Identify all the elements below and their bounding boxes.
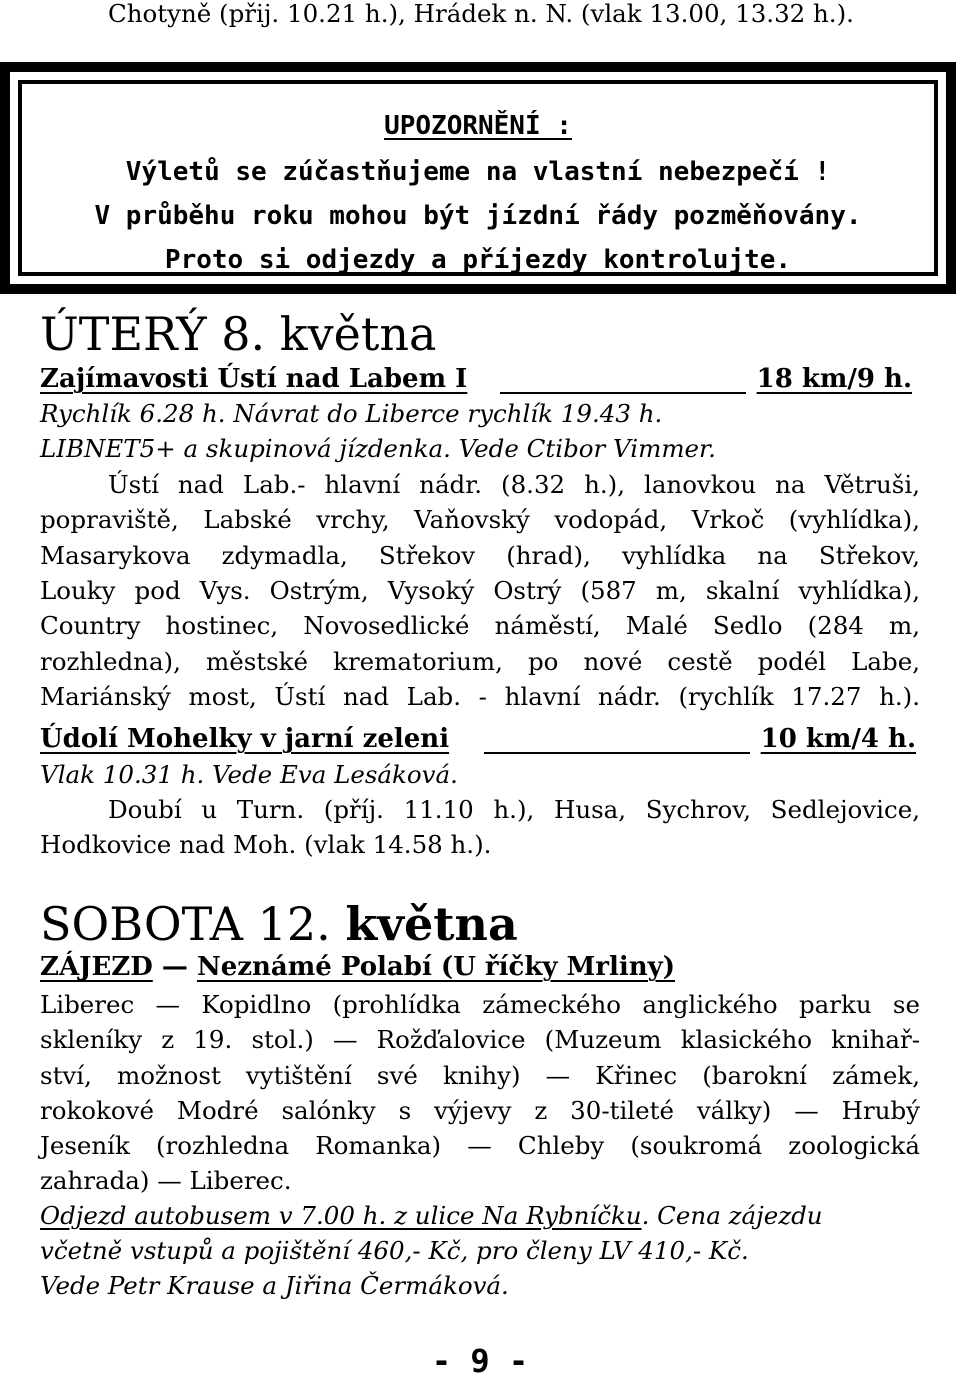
excursion-route-2: skleníky z 19. stol.) — Rožďalovice (Muzeum klasického knihař- — [40, 1025, 920, 1054]
trip1-route-6: rozhledna), městské krematorium, po nové cestě podél Labe, — [40, 647, 920, 676]
trip2-route-1: Doubí u Turn. (příj. 11.10 h.), Husa, Sychrov, Sedlejovice, — [108, 795, 920, 824]
excursion-route-3: ství, možnost vytištění své knihy) — Křinec (barokní zámek, — [40, 1061, 920, 1090]
day1-title: ÚTERÝ 8. května — [40, 307, 437, 361]
trip1-info-2: LIBNET5+ a skupinová jízdenka. Vede Ctibor Vimmer. — [40, 434, 716, 463]
excursion-dash: — — [161, 952, 188, 982]
trip2-info-1: Vlak 10.31 h. Vede Eva Lesáková. — [40, 760, 458, 789]
trip1-route-7: Mariánský most, Ústí nad Lab. - hlavní nádr. (rychlík 17.27 h.). — [40, 682, 920, 711]
page-number: - 9 - — [431, 1342, 529, 1380]
excursion-route-6: zahrada) — Liberec. — [40, 1166, 292, 1195]
notice-line-1: Výletů se zúčastňujeme na vlastní nebezpečí ! — [125, 157, 831, 187]
trip1-name: Zajímavosti Ústí nad Labem I — [40, 364, 468, 394]
departure-link: Odjezd autobusem v 7.00 h. z ulice Na Rybníčku — [40, 1201, 642, 1230]
excursion-header — [40, 950, 675, 984]
trip1-info-1: Rychlík 6.28 h. Návrat do Liberce rychlík 19.43 h. — [40, 399, 663, 428]
trip1-route-1: Ústí nad Lab.- hlavní nádr. (8.32 h.), lanovkou na Větruši, — [108, 470, 920, 499]
excursion-name: Neznámé Polabí (U říčky Mrliny) — [196, 952, 676, 982]
notice-line-3: Proto si odjezdy a příjezdy kontrolujte. — [164, 245, 792, 275]
excursion-route-5: Jeseník (rozhledna Romanka) — Chleby (soukromá zoologická — [40, 1131, 920, 1160]
price-line: včetně vstupů a pojištění 460,- Kč, pro členy LV 410,- Kč. — [40, 1236, 749, 1265]
trip1-route-4: Louky pod Vys. Ostrým, Vysoký Ostrý (587 m, skalní vyhlídka), — [40, 576, 920, 605]
trip1-route-2: popraviště, Labské vrchy, Vaňovský vodopád, Vrkoč (vyhlídka), — [40, 505, 920, 534]
notice-line-2: V průběhu roku mohou být jízdní řády pozměňovány. — [94, 201, 862, 231]
excursion-route-4: rokokové Modré salónky s výjevy z 30-tileté války) — Hrubý — [40, 1096, 920, 1125]
day2-title: SOBOTA 12. května — [40, 897, 518, 951]
excursion-label: ZÁJEZD — [40, 952, 153, 982]
trip2-name: Údolí Mohelky v jarní zeleni — [40, 724, 450, 754]
trip1-header-rule — [500, 392, 746, 394]
trip1-route-3: Masarykova zdymadla, Střekov (hrad), vyhlídka na Střekov, — [40, 541, 920, 570]
trip2-distance: 10 km/4 h. — [760, 724, 916, 754]
trip2-header-rule — [484, 752, 750, 754]
trip2-route-2: Hodkovice nad Moh. (vlak 14.58 h.). — [40, 830, 492, 859]
notice-title: UPOZORNĚNÍ : — [384, 111, 572, 141]
top-line: Chotyně (přij. 10.21 h.), Hrádek n. N. (vlak 13.00, 13.32 h.). — [108, 0, 854, 28]
notice-box — [0, 62, 956, 294]
trip1-distance: 18 km/9 h. — [756, 364, 912, 394]
leaders-line: Vede Petr Krause a Jiřina Čermáková. — [40, 1271, 509, 1300]
excursion-route-1: Liberec — Kopidlno (prohlídka zámeckého anglického parku se — [40, 990, 920, 1019]
trip1-route-5: Country hostinec, Novosedlické náměstí, Malé Sedlo (284 m, — [40, 611, 920, 640]
departure-line: Odjezd autobusem v 7.00 h. z ulice Na Rybníčku. Cena zájezdu — [40, 1201, 823, 1230]
